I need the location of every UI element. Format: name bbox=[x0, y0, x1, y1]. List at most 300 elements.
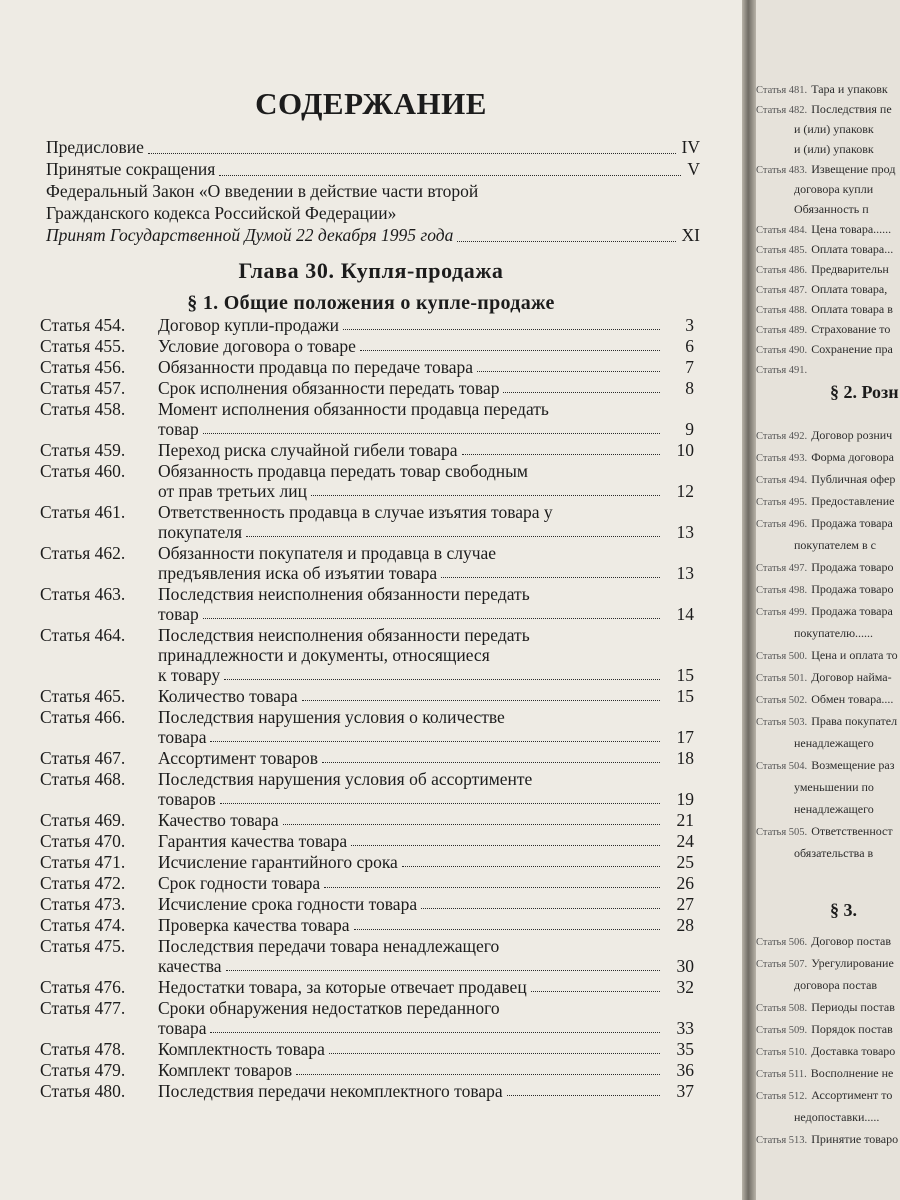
article-number: Статья 458. bbox=[40, 399, 126, 419]
dot-leader bbox=[531, 991, 660, 992]
article-title-text: Переход риска случайной гибели товара bbox=[158, 440, 458, 460]
page-number: 28 bbox=[676, 915, 694, 935]
article-number: Статья 468. bbox=[40, 769, 126, 789]
article-number: Статья 479. bbox=[40, 1060, 126, 1080]
dot-leader bbox=[203, 433, 660, 434]
article-number: Статья 457. bbox=[40, 378, 126, 398]
right-page-row bbox=[756, 560, 893, 575]
article-title-text: Исчисление срока годности товара bbox=[158, 894, 418, 914]
article-title-text: Комплект товаров bbox=[158, 1060, 293, 1080]
right-page-row bbox=[756, 714, 897, 729]
article-number: Статья 511. bbox=[756, 1069, 807, 1080]
article-title-text: товаров bbox=[158, 789, 216, 809]
right-page-row bbox=[756, 242, 893, 257]
article-title-line bbox=[158, 461, 654, 481]
article-title-text: обязательства в bbox=[794, 846, 874, 860]
article-title-line bbox=[158, 789, 654, 809]
dot-leader bbox=[224, 679, 660, 680]
page-number: XI bbox=[681, 225, 700, 245]
right-page-row bbox=[756, 322, 890, 337]
article-title-text: Недостатки товара, за которые отвечает продавец bbox=[158, 977, 527, 997]
article-number: Статья 495. bbox=[756, 497, 808, 508]
article-title-text: Последствия передачи некомплектного товара bbox=[158, 1081, 503, 1101]
article-title-line bbox=[158, 645, 654, 665]
dot-leader bbox=[226, 970, 660, 971]
article-number: Статья 464. bbox=[40, 625, 126, 645]
article-title-line bbox=[158, 727, 654, 747]
article-title bbox=[158, 1081, 654, 1101]
page-number: 27 bbox=[676, 894, 694, 914]
article-title-line bbox=[158, 707, 654, 727]
chapter-heading: Глава 30. Купля-продажа bbox=[238, 258, 504, 283]
article-title-line bbox=[158, 686, 654, 706]
article-title-line bbox=[158, 873, 654, 893]
right-page-row bbox=[756, 262, 889, 277]
article-number: Статья 502. bbox=[756, 695, 808, 706]
right-page-row bbox=[794, 202, 869, 217]
article-title-text: Доставка товаро bbox=[811, 1044, 896, 1058]
article-title bbox=[158, 852, 654, 872]
dot-leader bbox=[354, 929, 660, 930]
article-title-line bbox=[158, 543, 654, 563]
right-page-row bbox=[756, 362, 811, 377]
right-page-row bbox=[756, 516, 893, 531]
page-number: 26 bbox=[676, 873, 694, 893]
article-number: Статья 503. bbox=[756, 717, 808, 728]
article-title-text: Последствия пе bbox=[811, 102, 892, 116]
article-title-line bbox=[158, 481, 654, 501]
article-number: Статья 461. bbox=[40, 502, 126, 522]
dot-leader bbox=[457, 241, 676, 242]
article-title bbox=[158, 357, 654, 377]
article-title-line bbox=[158, 769, 654, 789]
page-number: V bbox=[687, 159, 700, 179]
article-number: Статья 501. bbox=[756, 673, 808, 684]
article-number: Статья 488. bbox=[756, 305, 808, 316]
article-title-text: покупателя bbox=[158, 522, 242, 542]
article-number: Статья 470. bbox=[40, 831, 126, 851]
article-number: Статья 469. bbox=[40, 810, 126, 830]
article-title bbox=[158, 686, 654, 706]
article-number: Статья 485. bbox=[756, 245, 808, 256]
article-number: Статья 467. bbox=[40, 748, 126, 768]
article-title-text: Обязанности покупателя и продавца в случае bbox=[158, 543, 497, 563]
article-number: Статья 489. bbox=[756, 325, 808, 336]
right-page-row bbox=[756, 758, 894, 773]
article-title-line bbox=[158, 977, 654, 997]
article-title-line bbox=[158, 1081, 654, 1101]
article-title-text: Ответственност bbox=[811, 824, 893, 838]
article-number: Статья 460. bbox=[40, 461, 126, 481]
article-title-text: Сохранение пра bbox=[811, 342, 893, 356]
article-title-text: качества bbox=[158, 956, 222, 976]
article-number: Статья 509. bbox=[756, 1025, 808, 1036]
article-title-line bbox=[158, 810, 654, 830]
article-title-line bbox=[158, 336, 654, 356]
right-page-row bbox=[794, 538, 876, 553]
article-number: Статья 459. bbox=[40, 440, 126, 460]
article-title-text: Оплата товара, bbox=[811, 282, 888, 296]
front-matter-row bbox=[46, 159, 700, 181]
page-number: 32 bbox=[676, 977, 694, 997]
article-number: Статья 478. bbox=[40, 1039, 126, 1059]
article-title-line bbox=[158, 563, 654, 583]
article-title-line bbox=[158, 748, 654, 768]
article-title-line bbox=[158, 936, 654, 956]
page-number: 15 bbox=[676, 686, 694, 706]
article-title-text: Форма договора bbox=[811, 450, 894, 464]
article-title bbox=[158, 1039, 654, 1059]
article-title bbox=[158, 810, 654, 830]
article-title-text: и (или) упаковк bbox=[794, 122, 874, 136]
front-matter-row bbox=[46, 181, 700, 203]
article-title-text: Обязанности продавца по передаче товара bbox=[158, 357, 474, 377]
front-matter-label: Гражданского кодекса Российской Федерации» bbox=[46, 203, 397, 223]
right-page-row bbox=[756, 450, 894, 465]
article-title bbox=[158, 894, 654, 914]
right-page-row bbox=[756, 102, 892, 117]
right-page-row bbox=[756, 1088, 892, 1103]
page-number: 14 bbox=[676, 604, 694, 624]
dot-leader bbox=[507, 1095, 660, 1096]
dot-leader bbox=[322, 762, 660, 763]
right-page-row bbox=[794, 142, 874, 157]
dot-leader bbox=[329, 1053, 660, 1054]
article-title-text: Продажа товаро bbox=[811, 582, 894, 596]
article-title bbox=[158, 748, 654, 768]
right-page-row bbox=[756, 428, 892, 443]
article-title-text: Порядок постав bbox=[811, 1022, 893, 1036]
right-page-row bbox=[756, 222, 891, 237]
article-title bbox=[158, 315, 654, 335]
right-page bbox=[756, 0, 900, 1200]
article-title-text: Урегулирование bbox=[811, 956, 894, 970]
article-number: Статья 499. bbox=[756, 607, 808, 618]
dot-leader bbox=[324, 887, 660, 888]
front-matter-label: Принят Государственной Думой 22 декабря 1995 года bbox=[46, 225, 454, 245]
dot-leader bbox=[246, 536, 660, 537]
article-title-text: принадлежности и документы, относящиеся bbox=[158, 645, 490, 665]
article-title-text: Последствия неисполнения обязанности передать bbox=[158, 584, 530, 604]
article-title-text: ненадлежащего bbox=[794, 736, 874, 750]
article-title-line bbox=[158, 419, 654, 439]
article-title bbox=[158, 998, 654, 1038]
article-number: Статья 490. bbox=[756, 345, 808, 356]
dot-leader bbox=[343, 329, 660, 330]
article-number: Статья 471. bbox=[40, 852, 126, 872]
article-title-line bbox=[158, 502, 654, 522]
article-title-text: Ответственность продавца в случае изъятия товара у bbox=[158, 502, 553, 522]
article-title bbox=[158, 707, 654, 747]
article-title-text: Ассортимент товаров bbox=[158, 748, 318, 768]
article-number: Статья 504. bbox=[756, 761, 808, 772]
article-number: Статья 496. bbox=[756, 519, 808, 530]
right-page-row bbox=[756, 582, 893, 597]
article-title-text: Гарантия качества товара bbox=[158, 831, 348, 851]
dot-leader bbox=[402, 866, 660, 867]
right-page-row bbox=[756, 162, 895, 177]
article-title bbox=[158, 915, 654, 935]
article-title-text: Срок исполнения обязанности передать товар bbox=[158, 378, 500, 398]
article-title-text: Продажа товара bbox=[811, 604, 893, 618]
article-number: Статья 484. bbox=[756, 225, 808, 236]
article-title bbox=[158, 461, 654, 501]
article-number: Статья 486. bbox=[756, 265, 808, 276]
section-heading: § 1. Общие положения о купле-продаже bbox=[187, 292, 555, 314]
article-number: Статья 491. bbox=[756, 365, 808, 376]
article-number: Статья 500. bbox=[756, 651, 808, 662]
article-number: Статья 473. bbox=[40, 894, 126, 914]
article-title-text: ненадлежащего bbox=[794, 802, 874, 816]
article-title bbox=[158, 378, 654, 398]
article-number: Статья 456. bbox=[40, 357, 126, 377]
article-number: Статья 454. bbox=[40, 315, 126, 335]
page-number: 24 bbox=[676, 831, 694, 851]
page-number: 10 bbox=[676, 440, 694, 460]
dot-leader bbox=[421, 908, 660, 909]
article-title-line bbox=[158, 1039, 654, 1059]
article-title-text: Сроки обнаружения недостатков переданного bbox=[158, 998, 500, 1018]
article-title-text: Оплата товара... bbox=[811, 242, 894, 256]
article-title bbox=[158, 502, 654, 542]
article-title-text: недопоставки..... bbox=[794, 1110, 880, 1124]
article-title-line bbox=[158, 852, 654, 872]
dot-leader bbox=[283, 824, 660, 825]
article-number: Статья 497. bbox=[756, 563, 808, 574]
dot-leader bbox=[477, 371, 660, 372]
article-title-text: Цена и оплата то bbox=[811, 648, 898, 662]
article-number: Статья 510. bbox=[756, 1047, 808, 1058]
right-page-row bbox=[756, 648, 898, 663]
article-title-text: предъявления иска об изъятии товара bbox=[158, 563, 438, 583]
article-title-line bbox=[158, 584, 654, 604]
article-title-line bbox=[158, 665, 654, 685]
article-title-text: Комплектность товара bbox=[158, 1039, 325, 1059]
article-number: Статья 493. bbox=[756, 453, 808, 464]
page-title: СОДЕРЖАНИЕ bbox=[255, 86, 487, 121]
right-page-row bbox=[756, 1022, 893, 1037]
article-title-text: Продажа товаро bbox=[811, 560, 894, 574]
right-page-row bbox=[756, 670, 892, 685]
article-title-text: Предоставление bbox=[811, 494, 895, 508]
article-number: Статья 480. bbox=[40, 1081, 126, 1101]
right-page-row bbox=[794, 122, 874, 137]
article-title-text: товар bbox=[158, 604, 199, 624]
front-matter-row bbox=[46, 225, 700, 247]
right-page-row bbox=[756, 692, 893, 707]
article-number: Статья 513. bbox=[756, 1135, 808, 1146]
right-page-row bbox=[756, 934, 891, 949]
article-title-text: уменьшении по bbox=[794, 780, 874, 794]
article-title bbox=[158, 769, 654, 809]
right-page-row bbox=[794, 736, 874, 751]
article-title-text: товар bbox=[158, 419, 199, 439]
page-number: 3 bbox=[685, 315, 694, 335]
article-title bbox=[158, 584, 654, 624]
article-number: Статья 463. bbox=[40, 584, 126, 604]
page-number: 13 bbox=[676, 522, 694, 542]
right-page-row bbox=[756, 604, 893, 619]
article-title-text: Количество товара bbox=[158, 686, 298, 706]
right-page-row bbox=[756, 1132, 898, 1147]
dot-leader bbox=[311, 495, 660, 496]
article-title bbox=[158, 399, 654, 439]
article-title-text: Периоды постав bbox=[811, 1000, 895, 1014]
article-title-line bbox=[158, 357, 654, 377]
article-number: Статья 482. bbox=[756, 105, 808, 116]
article-title-text: Восполнение не bbox=[810, 1066, 894, 1080]
article-title-text: Публичная офер bbox=[811, 472, 896, 486]
article-title-line bbox=[158, 315, 654, 335]
article-title-text: Предварительн bbox=[811, 262, 889, 276]
page-number: 7 bbox=[685, 357, 694, 377]
page-number: 9 bbox=[685, 419, 694, 439]
right-page-row bbox=[756, 342, 893, 357]
article-title-line bbox=[158, 894, 654, 914]
right-page-row bbox=[794, 802, 874, 817]
right-page-row bbox=[794, 1110, 879, 1125]
page-number: 8 bbox=[685, 378, 694, 398]
right-page-row bbox=[756, 302, 893, 317]
section-heading: § 3. bbox=[830, 900, 857, 920]
article-title-text: Последствия неисполнения обязанности передать bbox=[158, 625, 530, 645]
section-heading: § 2. Розн bbox=[830, 382, 899, 402]
article-title-text: товара bbox=[158, 727, 207, 747]
article-title-line bbox=[158, 440, 654, 460]
front-matter-label: Предисловие bbox=[46, 137, 144, 157]
article-title-text: Тара и упаковк bbox=[811, 82, 888, 96]
right-page-row bbox=[756, 1066, 893, 1081]
article-title-text: покупателем в с bbox=[794, 538, 876, 552]
article-number: Статья 481. bbox=[756, 85, 808, 96]
page-number: 13 bbox=[676, 563, 694, 583]
article-title-line bbox=[158, 522, 654, 542]
dot-leader bbox=[441, 577, 660, 578]
right-page-row bbox=[794, 846, 873, 861]
right-page-row bbox=[756, 1044, 895, 1059]
dot-leader bbox=[302, 700, 660, 701]
article-title-text: Договор найма- bbox=[811, 670, 892, 684]
dot-leader bbox=[219, 175, 681, 176]
article-title-line bbox=[158, 399, 654, 419]
book-gutter bbox=[742, 0, 756, 1200]
article-title-text: договора постав bbox=[794, 978, 878, 992]
front-matter-row bbox=[46, 137, 700, 159]
article-title bbox=[158, 873, 654, 893]
article-title-text: Договор рознич bbox=[811, 428, 893, 442]
article-title-text: Возмещение раз bbox=[811, 758, 895, 772]
article-number: Статья 512. bbox=[756, 1091, 808, 1102]
article-title-text: Извещение прод bbox=[811, 162, 896, 176]
article-number: Статья 492. bbox=[756, 431, 808, 442]
article-number: Статья 455. bbox=[40, 336, 126, 356]
article-title-text: Обязанность продавца передать товар свободным bbox=[158, 461, 528, 481]
right-page-row bbox=[794, 626, 873, 641]
article-title bbox=[158, 543, 654, 583]
front-matter-label: Федеральный Закон «О введении в действие части второй bbox=[46, 181, 479, 201]
article-title-text: Договор постав bbox=[811, 934, 892, 948]
article-title-text: Условие договора о товаре bbox=[158, 336, 356, 356]
article-number: Статья 477. bbox=[40, 998, 126, 1018]
article-title-text: Последствия нарушения условия о количестве bbox=[158, 707, 505, 727]
article-title bbox=[158, 1060, 654, 1080]
article-number: Статья 466. bbox=[40, 707, 126, 727]
article-title-text: от прав третьих лиц bbox=[158, 481, 308, 501]
article-number: Статья 483. bbox=[756, 165, 808, 176]
article-title-text: Срок годности товара bbox=[158, 873, 321, 893]
article-title-line bbox=[158, 604, 654, 624]
article-title-text: Продажа товара bbox=[811, 516, 893, 530]
right-page-row bbox=[756, 494, 894, 509]
article-title-text: Момент исполнения обязанности продавца передать bbox=[158, 399, 549, 419]
article-title-text: Права покупател bbox=[811, 714, 898, 728]
article-title-line bbox=[158, 831, 654, 851]
article-number: Статья 474. bbox=[40, 915, 126, 935]
article-number: Статья 487. bbox=[756, 285, 808, 296]
article-number: Статья 472. bbox=[40, 873, 126, 893]
article-number: Статья 498. bbox=[756, 585, 808, 596]
article-title-text: Качество товара bbox=[158, 810, 279, 830]
dot-leader bbox=[203, 618, 660, 619]
right-page-row bbox=[756, 82, 888, 97]
article-title-text: Последствия нарушения условия об ассортименте bbox=[158, 769, 533, 789]
page-number: 21 bbox=[676, 810, 694, 830]
right-page-row bbox=[756, 282, 887, 297]
article-title bbox=[158, 977, 654, 997]
article-title-line bbox=[158, 1018, 654, 1038]
article-number: Статья 506. bbox=[756, 937, 808, 948]
article-title-text: Договор купли-продажи bbox=[158, 315, 339, 335]
article-title-text: Ассортимент то bbox=[811, 1088, 893, 1102]
article-title-text: Страхование то bbox=[811, 322, 891, 336]
right-page-row bbox=[794, 978, 877, 993]
dot-leader bbox=[148, 153, 676, 154]
article-number: Статья 465. bbox=[40, 686, 126, 706]
front-matter-row bbox=[46, 203, 700, 225]
article-title-text: и (или) упаковк bbox=[794, 142, 874, 156]
right-page-row bbox=[756, 824, 893, 839]
article-title-text: Обязанность п bbox=[794, 202, 869, 216]
article-number: Статья 476. bbox=[40, 977, 126, 997]
dot-leader bbox=[462, 454, 660, 455]
article-title bbox=[158, 625, 654, 685]
article-title bbox=[158, 936, 654, 976]
right-page-row bbox=[756, 956, 894, 971]
article-number: Статья 508. bbox=[756, 1003, 808, 1014]
page-number: 15 bbox=[676, 665, 694, 685]
page-number: 6 bbox=[685, 336, 694, 356]
page-number: 36 bbox=[676, 1060, 694, 1080]
right-page-row bbox=[756, 472, 895, 487]
article-number: Статья 507. bbox=[756, 959, 808, 970]
dot-leader bbox=[351, 845, 660, 846]
page-number: 25 bbox=[676, 852, 694, 872]
page-number: IV bbox=[681, 137, 700, 157]
article-title-text: Последствия передачи товара ненадлежащего bbox=[158, 936, 500, 956]
dot-leader bbox=[210, 741, 660, 742]
article-title-line bbox=[158, 915, 654, 935]
article-title-text: Проверка качества товара bbox=[158, 915, 350, 935]
article-title-text: Принятие товаро bbox=[811, 1132, 899, 1146]
article-number: Статья 505. bbox=[756, 827, 808, 838]
article-title-line bbox=[158, 998, 654, 1018]
article-title-line bbox=[158, 1060, 654, 1080]
page-number: 17 bbox=[676, 727, 694, 747]
article-title-text: покупателю...... bbox=[794, 626, 874, 640]
article-title-line bbox=[158, 956, 654, 976]
dot-leader bbox=[210, 1032, 660, 1033]
dot-leader bbox=[220, 803, 660, 804]
